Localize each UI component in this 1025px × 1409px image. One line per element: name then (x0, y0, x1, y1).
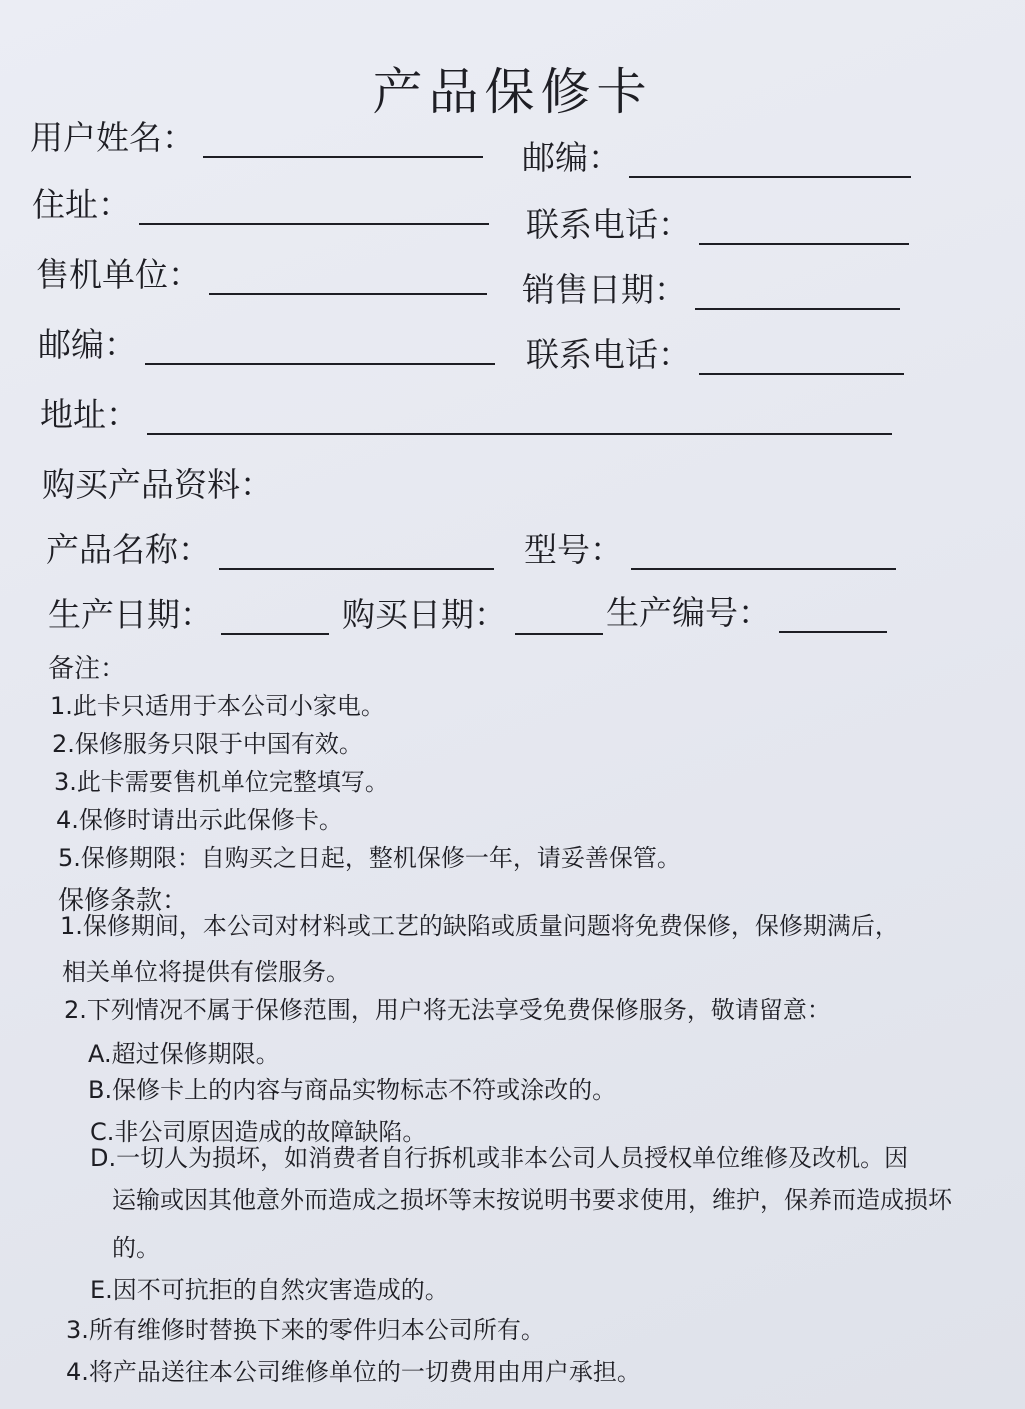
phone-label-1: 联系电话： (526, 205, 691, 244)
product-name-label: 产品名称： (46, 530, 211, 569)
address-field-2 (40, 395, 892, 435)
term-item: 3.所有维修时替换下来的零件归本公司所有。 (66, 1316, 545, 1344)
purchase-date-input-line[interactable] (515, 603, 603, 635)
purchase-date-field (342, 595, 603, 635)
postcode-label-2: 邮编： (38, 325, 137, 364)
note-item: 5.保修期限：自购买之日起，整机保修一年，请妥善保管。 (58, 844, 681, 872)
model-input-line[interactable] (631, 538, 896, 570)
postcode-input-line-2[interactable] (145, 333, 495, 365)
address-input-line-2[interactable] (147, 403, 892, 435)
phone-input-line-1[interactable] (699, 213, 909, 245)
purchase-date-label: 购买日期： (342, 595, 507, 634)
serial-input-line[interactable] (779, 601, 887, 633)
sale-date-field (522, 270, 900, 310)
term-item: 4.将产品送往本公司维修单位的一切费用由用户承担。 (66, 1358, 641, 1386)
production-date-field (48, 595, 329, 635)
seller-field (36, 255, 487, 295)
seller-label: 售机单位： (36, 255, 201, 294)
term-subitem: D.一切人为损坏，如消费者自行拆机或非本公司人员授权单位维修及改机。因 (90, 1144, 909, 1172)
model-label: 型号： (524, 530, 623, 569)
page-title: 产品保修卡 (372, 63, 653, 121)
postcode-field-1 (522, 138, 911, 178)
term-subitem-cont: 运输或因其他意外而造成之损坏等末按说明书要求使用，维护，保养而造成损坏 (112, 1186, 952, 1214)
address-label-1: 住址： (32, 185, 131, 224)
phone-label-2: 联系电话： (526, 335, 691, 374)
phone-field-1 (526, 205, 909, 245)
model-field (524, 530, 896, 570)
user-name-field (30, 118, 483, 158)
user-name-label: 用户姓名： (30, 118, 195, 157)
term-subitem: E.因不可抗拒的自然灾害造成的。 (90, 1276, 449, 1304)
note-item: 4.保修时请出示此保修卡。 (56, 806, 343, 834)
product-name-field (46, 530, 494, 570)
note-item: 1.此卡只适用于本公司小家电。 (50, 692, 385, 720)
postcode-label-1: 邮编： (522, 138, 621, 177)
term-subitem: A.超过保修期限。 (88, 1040, 280, 1068)
serial-label: 生产编号： (606, 593, 771, 632)
term-subitem: B.保修卡上的内容与商品实物标志不符或涂改的。 (88, 1076, 617, 1104)
terms-heading: 保修条款： (58, 886, 189, 916)
note-item: 3.此卡需要售机单位完整填写。 (54, 768, 389, 796)
term-item: 1.保修期间，本公司对材料或工艺的缺陷或质量问题将免费保修，保修期满后， (60, 912, 899, 940)
note-item: 2.保修服务只限于中国有效。 (52, 730, 363, 758)
sale-date-input-line[interactable] (695, 278, 900, 310)
purchase-info-label: 购买产品资料： (42, 465, 273, 504)
notes-heading: 备注： (48, 654, 127, 684)
term-subitem-cont: 的。 (112, 1234, 160, 1262)
serial-field (606, 593, 887, 633)
term-subitem: C.非公司原因造成的故障缺陷。 (90, 1118, 427, 1146)
production-date-input-line[interactable] (221, 603, 329, 635)
address-label-2: 地址： (40, 395, 139, 434)
address-input-line-1[interactable] (139, 193, 489, 225)
phone-input-line-2[interactable] (699, 343, 904, 375)
product-name-input-line[interactable] (219, 538, 494, 570)
phone-field-2 (526, 335, 904, 375)
term-item: 相关单位将提供有偿服务。 (62, 958, 350, 986)
seller-input-line[interactable] (209, 263, 487, 295)
postcode-input-line-1[interactable] (629, 146, 911, 178)
address-field-1 (32, 185, 489, 225)
postcode-field-2 (38, 325, 495, 365)
purchase-info-heading (42, 465, 273, 505)
production-date-label: 生产日期： (48, 595, 213, 634)
user-name-input-line[interactable] (203, 126, 483, 158)
sale-date-label: 销售日期： (522, 270, 687, 309)
term-item: 2.下列情况不属于保修范围，用户将无法享受免费保修服务，敬请留意： (64, 996, 831, 1024)
